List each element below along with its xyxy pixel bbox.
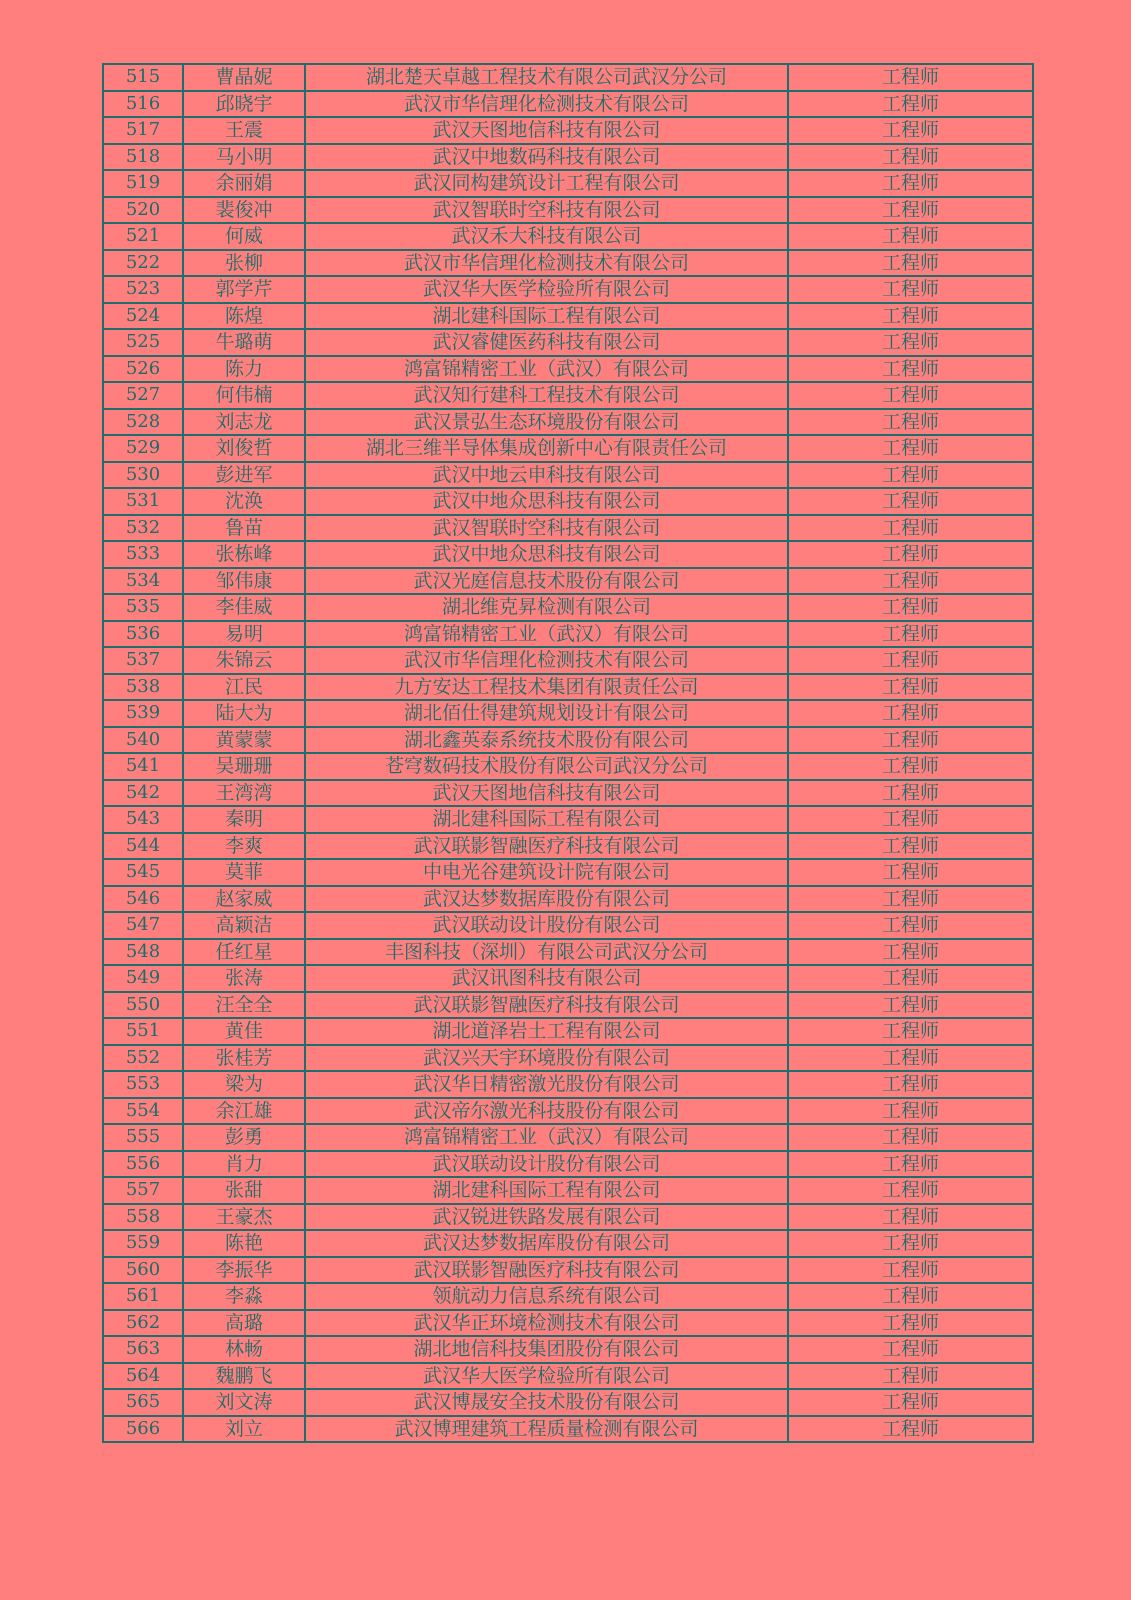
company-name: 湖北鑫英泰系统技术股份有限公司 xyxy=(305,727,788,754)
company-name: 鸿富锦精密工业（武汉）有限公司 xyxy=(305,1124,788,1151)
table-row xyxy=(103,727,1033,754)
person-name: 汪全全 xyxy=(183,992,305,1019)
table-row xyxy=(103,303,1033,330)
company-name: 武汉中地数码科技有限公司 xyxy=(305,144,788,171)
person-name: 王豪杰 xyxy=(183,1204,305,1231)
row-number: 515 xyxy=(103,64,183,91)
row-number: 566 xyxy=(103,1416,183,1443)
row-number: 564 xyxy=(103,1363,183,1390)
job-title: 工程师 xyxy=(788,144,1033,171)
row-number: 556 xyxy=(103,1151,183,1178)
row-number: 522 xyxy=(103,250,183,277)
company-name: 武汉兴天宇环境股份有限公司 xyxy=(305,1045,788,1072)
row-number: 523 xyxy=(103,276,183,303)
job-title: 工程师 xyxy=(788,409,1033,436)
company-name: 武汉智联时空科技有限公司 xyxy=(305,515,788,542)
person-name: 黄蒙蒙 xyxy=(183,727,305,754)
job-title: 工程师 xyxy=(788,223,1033,250)
company-name: 武汉博晟安全技术股份有限公司 xyxy=(305,1389,788,1416)
table-row xyxy=(103,250,1033,277)
row-number: 530 xyxy=(103,462,183,489)
row-number: 563 xyxy=(103,1336,183,1363)
company-name: 武汉华大医学检验所有限公司 xyxy=(305,1363,788,1390)
company-name: 武汉联影智融医疗科技有限公司 xyxy=(305,1257,788,1284)
job-title: 工程师 xyxy=(788,594,1033,621)
table-row xyxy=(103,1310,1033,1337)
person-name: 吴珊珊 xyxy=(183,753,305,780)
table-row xyxy=(103,621,1033,648)
company-name: 武汉市华信理化检测技术有限公司 xyxy=(305,91,788,118)
person-name: 李振华 xyxy=(183,1257,305,1284)
job-title: 工程师 xyxy=(788,859,1033,886)
table-row xyxy=(103,1204,1033,1231)
person-name: 张栋峰 xyxy=(183,541,305,568)
table-row xyxy=(103,64,1033,91)
table-row xyxy=(103,1018,1033,1045)
person-name: 张甜 xyxy=(183,1177,305,1204)
person-name: 林畅 xyxy=(183,1336,305,1363)
company-name: 湖北三维半导体集成创新中心有限责任公司 xyxy=(305,435,788,462)
company-name: 武汉同构建筑设计工程有限公司 xyxy=(305,170,788,197)
job-title: 工程师 xyxy=(788,568,1033,595)
company-name: 武汉光庭信息技术股份有限公司 xyxy=(305,568,788,595)
job-title: 工程师 xyxy=(788,965,1033,992)
job-title: 工程师 xyxy=(788,1257,1033,1284)
company-name: 武汉华正环境检测技术有限公司 xyxy=(305,1310,788,1337)
table-row xyxy=(103,833,1033,860)
person-name: 刘志龙 xyxy=(183,409,305,436)
row-number: 546 xyxy=(103,886,183,913)
person-name: 陈艳 xyxy=(183,1230,305,1257)
table-row xyxy=(103,1416,1033,1443)
table-row xyxy=(103,647,1033,674)
table-row xyxy=(103,886,1033,913)
person-name: 何威 xyxy=(183,223,305,250)
company-name: 领航动力信息系统有限公司 xyxy=(305,1283,788,1310)
company-name: 武汉达梦数据库股份有限公司 xyxy=(305,1230,788,1257)
person-name: 易明 xyxy=(183,621,305,648)
row-number: 565 xyxy=(103,1389,183,1416)
job-title: 工程师 xyxy=(788,1310,1033,1337)
company-name: 湖北建科国际工程有限公司 xyxy=(305,806,788,833)
company-name: 武汉华大医学检验所有限公司 xyxy=(305,276,788,303)
table-row xyxy=(103,1283,1033,1310)
table-row xyxy=(103,462,1033,489)
company-name: 武汉禾大科技有限公司 xyxy=(305,223,788,250)
table-row xyxy=(103,1257,1033,1284)
company-name: 湖北佰仕得建筑规划设计有限公司 xyxy=(305,700,788,727)
row-number: 549 xyxy=(103,965,183,992)
person-name: 邹伟康 xyxy=(183,568,305,595)
person-name: 余江雄 xyxy=(183,1098,305,1125)
job-title: 工程师 xyxy=(788,64,1033,91)
job-title: 工程师 xyxy=(788,912,1033,939)
person-name: 何伟楠 xyxy=(183,382,305,409)
person-name: 高颖洁 xyxy=(183,912,305,939)
row-number: 539 xyxy=(103,700,183,727)
row-number: 526 xyxy=(103,356,183,383)
table-row xyxy=(103,568,1033,595)
table-row xyxy=(103,965,1033,992)
table-row xyxy=(103,276,1033,303)
job-title: 工程师 xyxy=(788,886,1033,913)
person-name: 黄佳 xyxy=(183,1018,305,1045)
company-name: 武汉华日精密激光股份有限公司 xyxy=(305,1071,788,1098)
row-number: 542 xyxy=(103,780,183,807)
row-number: 543 xyxy=(103,806,183,833)
person-name: 马小明 xyxy=(183,144,305,171)
roster-table-body xyxy=(103,64,1033,1442)
table-row xyxy=(103,780,1033,807)
person-name: 陈煌 xyxy=(183,303,305,330)
company-name: 湖北地信科技集团股份有限公司 xyxy=(305,1336,788,1363)
person-name: 陆大为 xyxy=(183,700,305,727)
row-number: 521 xyxy=(103,223,183,250)
company-name: 武汉中地众思科技有限公司 xyxy=(305,541,788,568)
row-number: 560 xyxy=(103,1257,183,1284)
table-row xyxy=(103,1124,1033,1151)
job-title: 工程师 xyxy=(788,250,1033,277)
row-number: 537 xyxy=(103,647,183,674)
company-name: 武汉中地云申科技有限公司 xyxy=(305,462,788,489)
person-name: 刘文涛 xyxy=(183,1389,305,1416)
company-name: 武汉天图地信科技有限公司 xyxy=(305,117,788,144)
job-title: 工程师 xyxy=(788,382,1033,409)
table-row xyxy=(103,859,1033,886)
job-title: 工程师 xyxy=(788,621,1033,648)
job-title: 工程师 xyxy=(788,1416,1033,1443)
job-title: 工程师 xyxy=(788,833,1033,860)
person-name: 郭学芹 xyxy=(183,276,305,303)
person-name: 余丽娟 xyxy=(183,170,305,197)
table-row xyxy=(103,939,1033,966)
table-row xyxy=(103,1151,1033,1178)
table-row xyxy=(103,91,1033,118)
row-number: 534 xyxy=(103,568,183,595)
job-title: 工程师 xyxy=(788,700,1033,727)
company-name: 武汉睿健医药科技有限公司 xyxy=(305,329,788,356)
job-title: 工程师 xyxy=(788,1230,1033,1257)
table-row xyxy=(103,144,1033,171)
job-title: 工程师 xyxy=(788,1124,1033,1151)
job-title: 工程师 xyxy=(788,1204,1033,1231)
row-number: 561 xyxy=(103,1283,183,1310)
row-number: 544 xyxy=(103,833,183,860)
row-number: 541 xyxy=(103,753,183,780)
job-title: 工程师 xyxy=(788,806,1033,833)
job-title: 工程师 xyxy=(788,992,1033,1019)
company-name: 武汉锐进铁路发展有限公司 xyxy=(305,1204,788,1231)
job-title: 工程师 xyxy=(788,1177,1033,1204)
person-name: 李爽 xyxy=(183,833,305,860)
person-name: 魏鹏飞 xyxy=(183,1363,305,1390)
row-number: 547 xyxy=(103,912,183,939)
person-name: 刘俊哲 xyxy=(183,435,305,462)
person-name: 张柳 xyxy=(183,250,305,277)
row-number: 554 xyxy=(103,1098,183,1125)
person-name: 彭进军 xyxy=(183,462,305,489)
row-number: 529 xyxy=(103,435,183,462)
row-number: 555 xyxy=(103,1124,183,1151)
table-row xyxy=(103,1071,1033,1098)
person-name: 江民 xyxy=(183,674,305,701)
job-title: 工程师 xyxy=(788,1018,1033,1045)
job-title: 工程师 xyxy=(788,647,1033,674)
table-row xyxy=(103,753,1033,780)
table-row xyxy=(103,382,1033,409)
table-row xyxy=(103,488,1033,515)
row-number: 525 xyxy=(103,329,183,356)
job-title: 工程师 xyxy=(788,329,1033,356)
company-name: 武汉天图地信科技有限公司 xyxy=(305,780,788,807)
person-name: 牛璐萌 xyxy=(183,329,305,356)
company-name: 中电光谷建筑设计院有限公司 xyxy=(305,859,788,886)
person-name: 鲁苗 xyxy=(183,515,305,542)
company-name: 鸿富锦精密工业（武汉）有限公司 xyxy=(305,621,788,648)
job-title: 工程师 xyxy=(788,515,1033,542)
table-row xyxy=(103,594,1033,621)
person-name: 王震 xyxy=(183,117,305,144)
company-name: 湖北楚天卓越工程技术有限公司武汉分公司 xyxy=(305,64,788,91)
person-name: 李淼 xyxy=(183,1283,305,1310)
person-name: 张涛 xyxy=(183,965,305,992)
table-row xyxy=(103,197,1033,224)
person-name: 赵家威 xyxy=(183,886,305,913)
company-name: 武汉联影智融医疗科技有限公司 xyxy=(305,992,788,1019)
job-title: 工程师 xyxy=(788,780,1033,807)
row-number: 545 xyxy=(103,859,183,886)
row-number: 557 xyxy=(103,1177,183,1204)
person-name: 朱锦云 xyxy=(183,647,305,674)
person-name: 王湾湾 xyxy=(183,780,305,807)
row-number: 517 xyxy=(103,117,183,144)
company-name: 武汉帝尔激光科技股份有限公司 xyxy=(305,1098,788,1125)
job-title: 工程师 xyxy=(788,674,1033,701)
job-title: 工程师 xyxy=(788,1151,1033,1178)
row-number: 535 xyxy=(103,594,183,621)
table-row xyxy=(103,1098,1033,1125)
table-row xyxy=(103,1177,1033,1204)
job-title: 工程师 xyxy=(788,356,1033,383)
row-number: 540 xyxy=(103,727,183,754)
job-title: 工程师 xyxy=(788,1045,1033,1072)
company-name: 武汉中地众思科技有限公司 xyxy=(305,488,788,515)
company-name: 武汉知行建科工程技术有限公司 xyxy=(305,382,788,409)
person-name: 李佳威 xyxy=(183,594,305,621)
table-row xyxy=(103,1336,1033,1363)
company-name: 丰图科技（深圳）有限公司武汉分公司 xyxy=(305,939,788,966)
company-name: 武汉博理建筑工程质量检测有限公司 xyxy=(305,1416,788,1443)
row-number: 524 xyxy=(103,303,183,330)
person-name: 肖力 xyxy=(183,1151,305,1178)
job-title: 工程师 xyxy=(788,197,1033,224)
company-name: 武汉联动设计股份有限公司 xyxy=(305,912,788,939)
company-name: 苍穹数码技术股份有限公司武汉分公司 xyxy=(305,753,788,780)
row-number: 528 xyxy=(103,409,183,436)
row-number: 550 xyxy=(103,992,183,1019)
job-title: 工程师 xyxy=(788,170,1033,197)
person-name: 梁为 xyxy=(183,1071,305,1098)
row-number: 548 xyxy=(103,939,183,966)
table-row xyxy=(103,170,1033,197)
table-row xyxy=(103,356,1033,383)
table-row xyxy=(103,117,1033,144)
table-row xyxy=(103,806,1033,833)
company-name: 武汉市华信理化检测技术有限公司 xyxy=(305,647,788,674)
row-number: 536 xyxy=(103,621,183,648)
job-title: 工程师 xyxy=(788,1071,1033,1098)
table-row xyxy=(103,435,1033,462)
person-name: 莫菲 xyxy=(183,859,305,886)
company-name: 湖北维克昇检测有限公司 xyxy=(305,594,788,621)
row-number: 538 xyxy=(103,674,183,701)
table-row xyxy=(103,674,1033,701)
row-number: 520 xyxy=(103,197,183,224)
person-name: 张桂芳 xyxy=(183,1045,305,1072)
row-number: 551 xyxy=(103,1018,183,1045)
table-row xyxy=(103,1045,1033,1072)
person-name: 裴俊冲 xyxy=(183,197,305,224)
table-row xyxy=(103,541,1033,568)
company-name: 武汉讯图科技有限公司 xyxy=(305,965,788,992)
job-title: 工程师 xyxy=(788,1389,1033,1416)
job-title: 工程师 xyxy=(788,117,1033,144)
person-name: 沈涣 xyxy=(183,488,305,515)
person-name: 刘立 xyxy=(183,1416,305,1443)
company-name: 九方安达工程技术集团有限责任公司 xyxy=(305,674,788,701)
job-title: 工程师 xyxy=(788,1363,1033,1390)
roster-table xyxy=(102,63,1034,1443)
company-name: 武汉联动设计股份有限公司 xyxy=(305,1151,788,1178)
table-row xyxy=(103,329,1033,356)
table-row xyxy=(103,223,1033,250)
company-name: 武汉联影智融医疗科技有限公司 xyxy=(305,833,788,860)
person-name: 邱晓宇 xyxy=(183,91,305,118)
row-number: 518 xyxy=(103,144,183,171)
person-name: 曹晶妮 xyxy=(183,64,305,91)
table-row xyxy=(103,1230,1033,1257)
table-row xyxy=(103,1389,1033,1416)
person-name: 秦明 xyxy=(183,806,305,833)
job-title: 工程师 xyxy=(788,435,1033,462)
job-title: 工程师 xyxy=(788,1283,1033,1310)
table-row xyxy=(103,515,1033,542)
job-title: 工程师 xyxy=(788,1336,1033,1363)
job-title: 工程师 xyxy=(788,541,1033,568)
company-name: 鸿富锦精密工业（武汉）有限公司 xyxy=(305,356,788,383)
job-title: 工程师 xyxy=(788,1098,1033,1125)
row-number: 519 xyxy=(103,170,183,197)
job-title: 工程师 xyxy=(788,488,1033,515)
job-title: 工程师 xyxy=(788,462,1033,489)
company-name: 湖北建科国际工程有限公司 xyxy=(305,303,788,330)
company-name: 武汉达梦数据库股份有限公司 xyxy=(305,886,788,913)
row-number: 516 xyxy=(103,91,183,118)
job-title: 工程师 xyxy=(788,753,1033,780)
person-name: 任红星 xyxy=(183,939,305,966)
job-title: 工程师 xyxy=(788,939,1033,966)
row-number: 553 xyxy=(103,1071,183,1098)
job-title: 工程师 xyxy=(788,303,1033,330)
person-name: 高璐 xyxy=(183,1310,305,1337)
table-row xyxy=(103,409,1033,436)
table-row xyxy=(103,992,1033,1019)
row-number: 533 xyxy=(103,541,183,568)
job-title: 工程师 xyxy=(788,91,1033,118)
row-number: 532 xyxy=(103,515,183,542)
person-name: 彭勇 xyxy=(183,1124,305,1151)
company-name: 武汉智联时空科技有限公司 xyxy=(305,197,788,224)
row-number: 531 xyxy=(103,488,183,515)
person-name: 陈力 xyxy=(183,356,305,383)
company-name: 武汉景弘生态环境股份有限公司 xyxy=(305,409,788,436)
table-row xyxy=(103,700,1033,727)
job-title: 工程师 xyxy=(788,276,1033,303)
row-number: 562 xyxy=(103,1310,183,1337)
job-title: 工程师 xyxy=(788,727,1033,754)
row-number: 559 xyxy=(103,1230,183,1257)
company-name: 湖北道泽岩土工程有限公司 xyxy=(305,1018,788,1045)
row-number: 527 xyxy=(103,382,183,409)
table-row xyxy=(103,912,1033,939)
table-row xyxy=(103,1363,1033,1390)
company-name: 武汉市华信理化检测技术有限公司 xyxy=(305,250,788,277)
company-name: 湖北建科国际工程有限公司 xyxy=(305,1177,788,1204)
row-number: 552 xyxy=(103,1045,183,1072)
row-number: 558 xyxy=(103,1204,183,1231)
